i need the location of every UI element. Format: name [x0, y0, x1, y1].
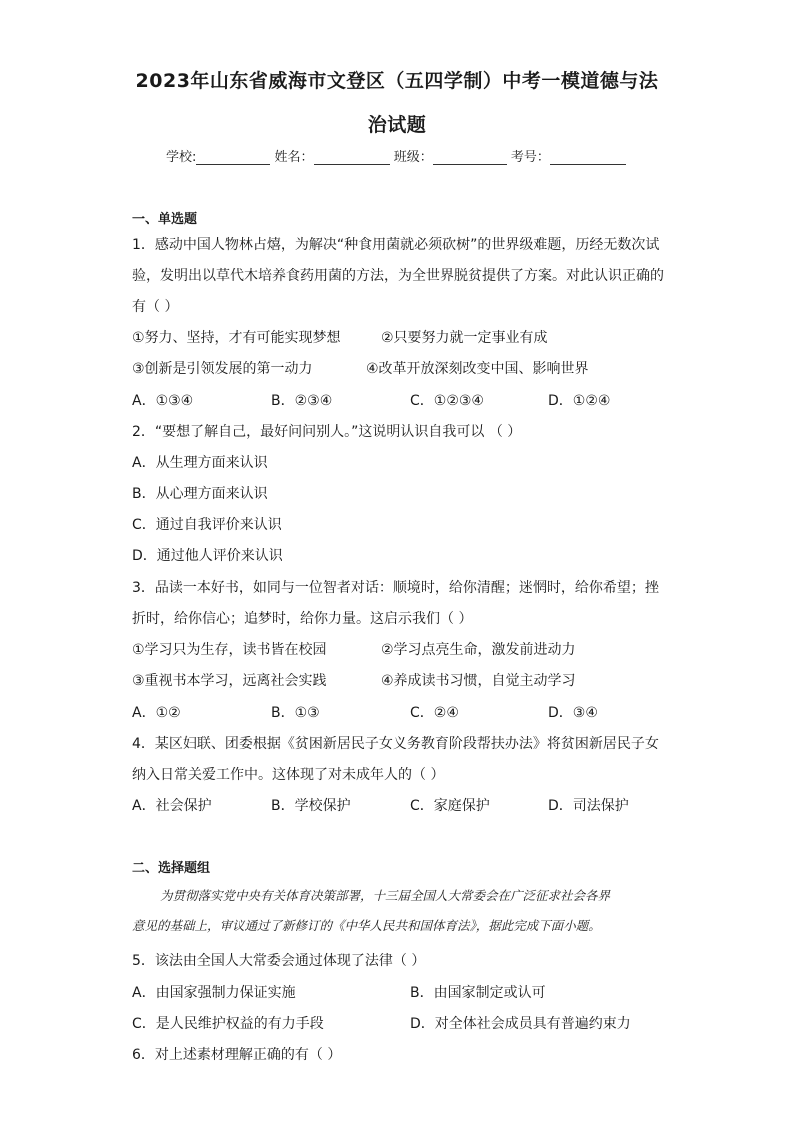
q3-option-c[interactable]: C．②④: [410, 705, 459, 721]
q3-item-4: ④养成读书习惯，自觉主动学习: [381, 673, 576, 689]
q5-option-c[interactable]: C．是人民维护权益的有力手段: [132, 1016, 324, 1032]
section1-heading: 一、单选题: [132, 212, 198, 227]
q5-option-d[interactable]: D．对全体社会成员具有普遍约束力: [410, 1016, 631, 1032]
q1-stem-line3: 有（ ）: [132, 299, 179, 315]
school-label: 学校:: [166, 150, 197, 165]
class-blank[interactable]: [433, 150, 507, 165]
q1-option-d[interactable]: D．①②④: [548, 393, 611, 409]
q3-item-1: ①学习只为生存，读书皆在校园: [132, 642, 327, 658]
school-blank[interactable]: [196, 150, 270, 165]
exam-no-label: 考号：: [510, 150, 550, 165]
q3-option-d[interactable]: D．③④: [548, 705, 598, 721]
class-label: 班级：: [393, 150, 433, 165]
q4-option-d[interactable]: D．司法保护: [548, 798, 629, 814]
q1-item-2: ②只要努力就一定事业有成: [381, 330, 548, 346]
q2-stem: 2．“要想了解自己，最好问问别人。”这说明认识自我可以 （ ）: [132, 424, 522, 440]
q4-option-c[interactable]: C．家庭保护: [410, 798, 490, 814]
q1-option-a[interactable]: A．①③④: [132, 393, 194, 409]
q5-option-b[interactable]: B．由国家制定或认可: [410, 985, 546, 1001]
exam-title-line1: 2023年山东省威海市文登区（五四学制）中考一模道德与法: [135, 70, 659, 92]
q1-stem-line1: 1．感动中国人物林占熺，为解决“种食用菌就必须砍树”的世界级难题，历经无数次试: [132, 237, 660, 253]
q1-item-1: ①努力、坚持，才有可能实现梦想: [132, 330, 341, 346]
material-line2: 意见的基础上，审议通过了新修订的《中华人民共和国体育法》，据此完成下面小题。: [132, 918, 601, 933]
exam-no-blank[interactable]: [550, 150, 626, 165]
q1-item-4: ④改革开放深刻改变中国、影响世界: [366, 361, 589, 377]
q1-item-3: ③创新是引领发展的第一动力: [132, 361, 313, 377]
student-info-row: [166, 146, 626, 165]
q4-stem-line1: 4．某区妇联、团委根据《贫困新居民子女义务教育阶段帮扶办法》将贫困新居民子女: [132, 736, 659, 752]
q2-option-c[interactable]: C．通过自我评价来认识: [132, 517, 282, 533]
material-line1: 为贯彻落实党中央有关体育决策部署，十三届全国人大常委会在广泛征求社会各界: [160, 888, 611, 903]
q2-option-d[interactable]: D．通过他人评价来认识: [132, 548, 283, 564]
q5-option-a[interactable]: A．由国家强制力保证实施: [132, 985, 296, 1001]
q4-stem-line2: 纳入日常关爱工作中。这体现了对未成年人的（ ）: [132, 767, 445, 783]
name-blank[interactable]: [314, 150, 390, 165]
q5-stem: 5．该法由全国人大常委会通过体现了法律（ ）: [132, 953, 426, 969]
q2-option-b[interactable]: B．从心理方面来认识: [132, 486, 268, 502]
q1-option-c[interactable]: C．①②③④: [410, 393, 484, 409]
name-label: 姓名：: [274, 150, 314, 165]
q3-stem-line2: 折时，给你信心；追梦时，给你力量。这启示我们（ ）: [132, 611, 473, 627]
q6-stem: 6．对上述素材理解正确的有（ ）: [132, 1047, 342, 1063]
q3-option-a[interactable]: A．①②: [132, 705, 181, 721]
q1-stem-line2: 验，发明出以草代木培养食药用菌的方法，为全世界脱贫提供了方案。对此认识正确的: [132, 268, 664, 284]
q2-option-a[interactable]: A．从生理方面来认识: [132, 455, 268, 471]
q4-option-a[interactable]: A．社会保护: [132, 798, 212, 814]
q3-option-b[interactable]: B．①③: [271, 705, 320, 721]
q3-item-2: ②学习点亮生命，激发前进动力: [381, 642, 576, 658]
q4-option-b[interactable]: B．学校保护: [271, 798, 351, 814]
q3-item-3: ③重视书本学习，远离社会实践: [132, 673, 327, 689]
q3-stem-line1: 3．品读一本好书，如同与一位智者对话：顺境时，给你清醒；迷惘时，给你希望；挫: [132, 580, 659, 596]
q1-option-b[interactable]: B．②③④: [271, 393, 333, 409]
exam-title-line2: 治试题: [367, 114, 427, 136]
section2-heading: 二、选择题组: [132, 861, 211, 876]
